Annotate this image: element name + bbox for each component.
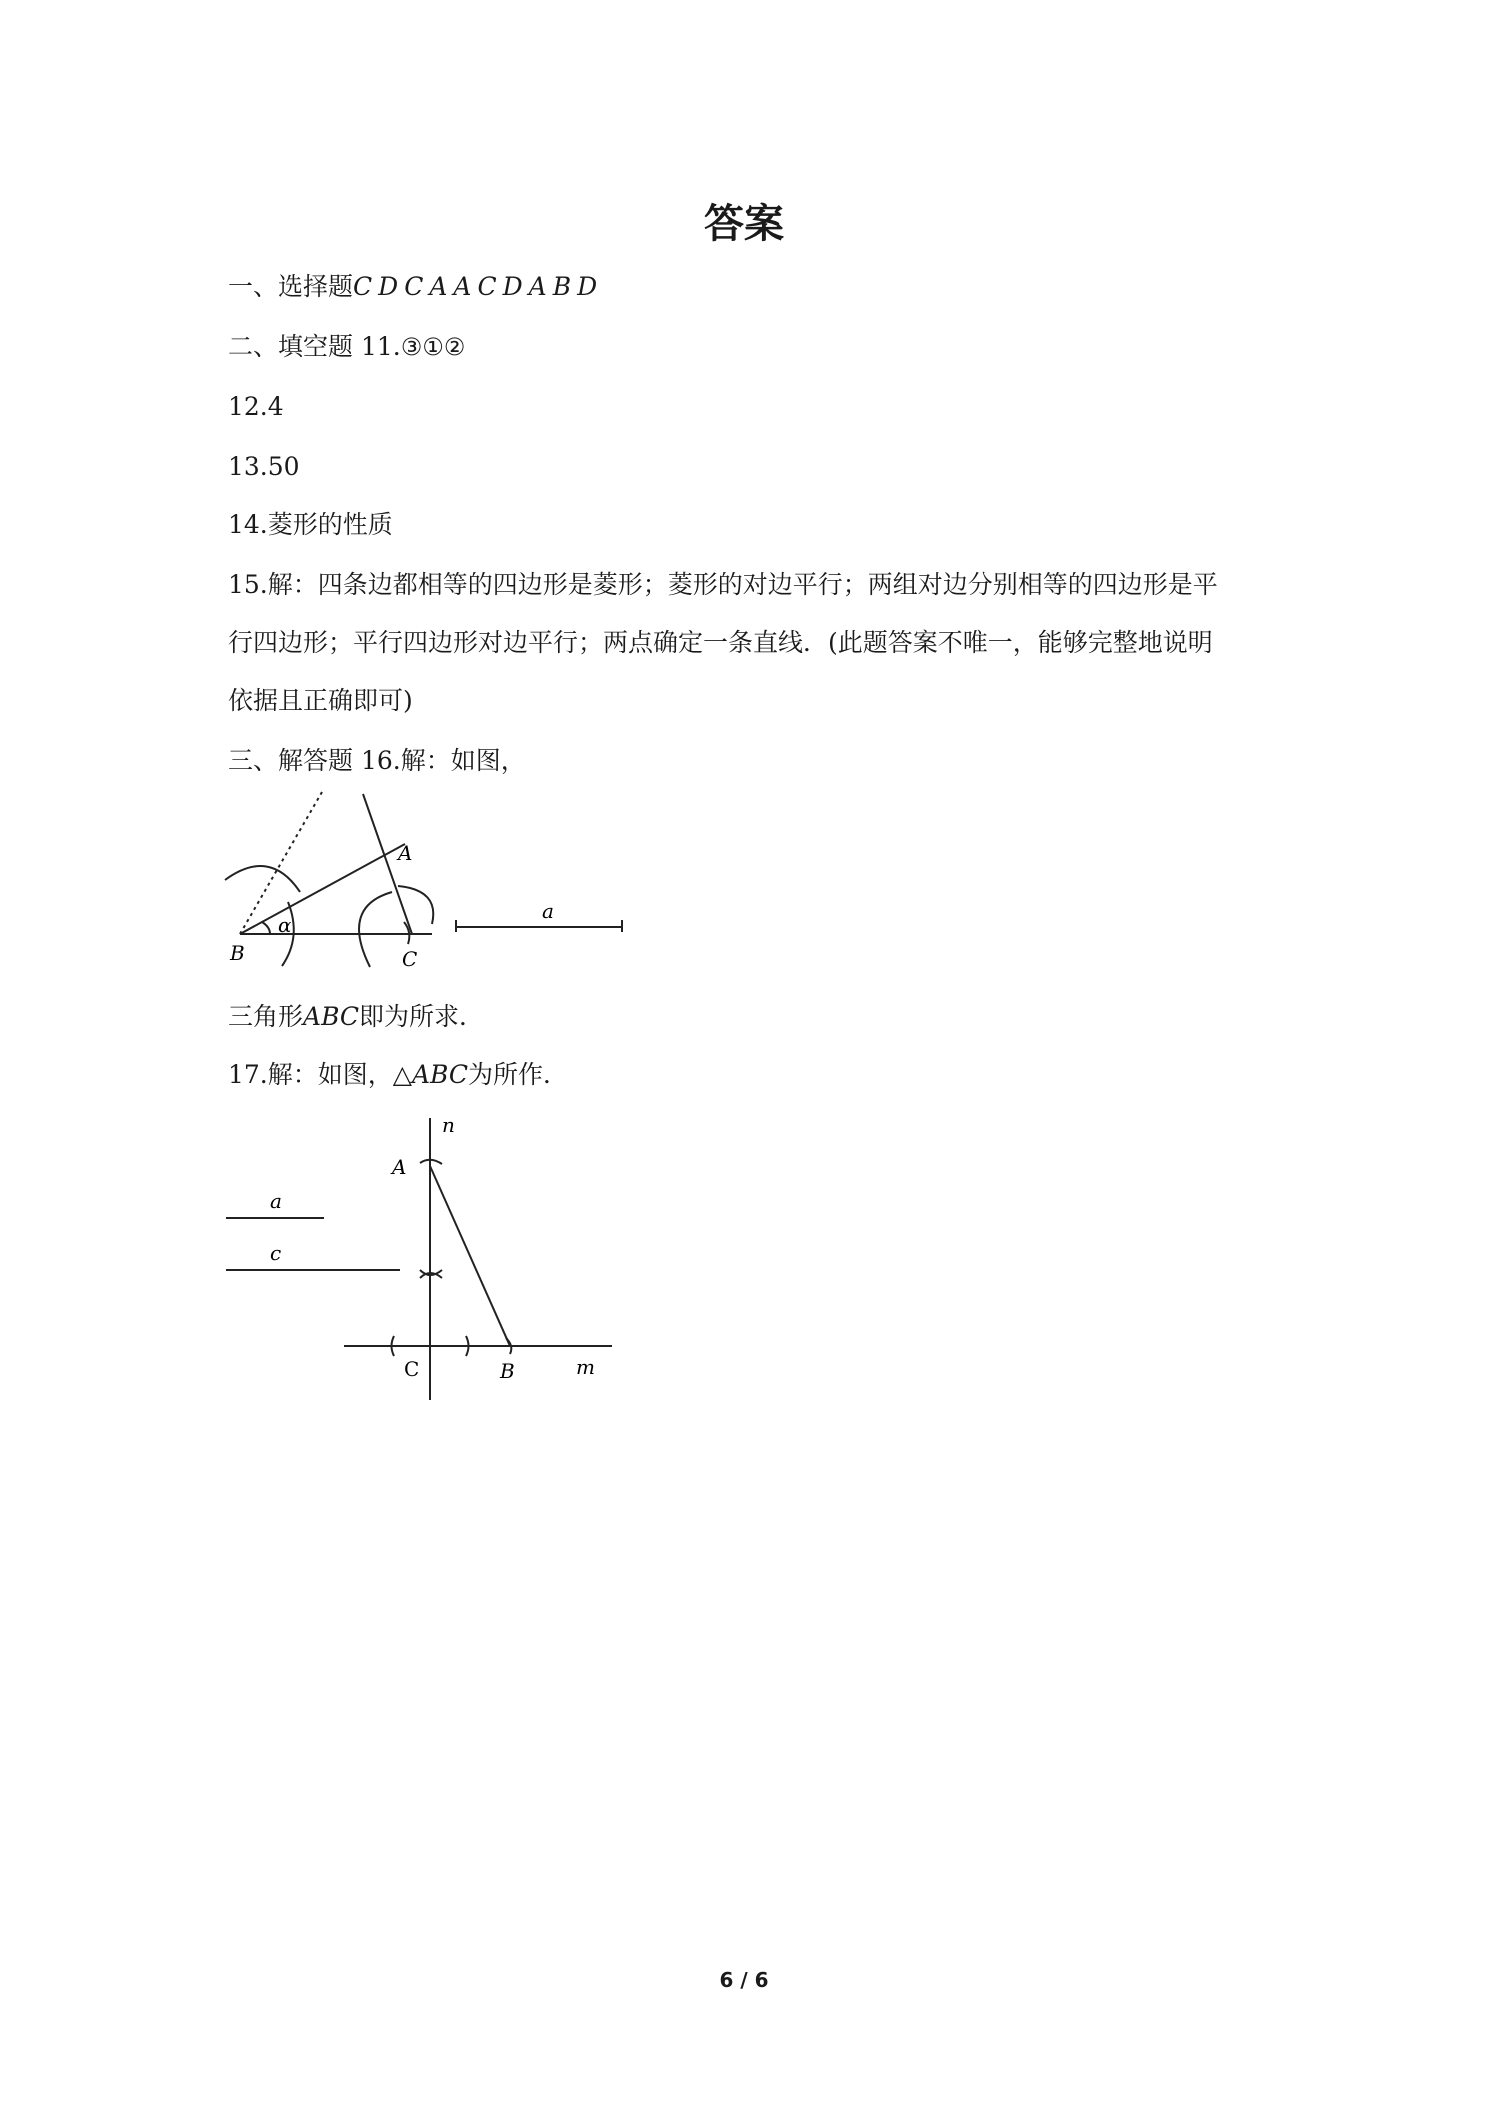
label-segment-a: a	[270, 1189, 282, 1213]
segment-ab	[430, 1166, 510, 1346]
question-number: 11.	[360, 332, 401, 361]
choice-answer: D	[577, 272, 598, 301]
label-alpha: α	[278, 913, 292, 937]
fill-in-q14: 14.菱形的性质	[228, 510, 393, 539]
fill-in-q12: 12.4	[228, 392, 284, 421]
solution-q16-conclusion	[228, 1000, 484, 1034]
answer-q15-line: 依据且正确即可)	[228, 686, 413, 715]
label-line-m: m	[576, 1355, 595, 1379]
question-text: 17.解：如图，△	[228, 1060, 412, 1089]
arc-b-outer	[225, 866, 300, 892]
figure-q16-construction	[220, 782, 640, 982]
choice-answer: A	[528, 272, 547, 301]
choice-answer: A	[429, 272, 448, 301]
fill-in-q13: 13.50	[228, 452, 300, 481]
label-c-vertex: C	[404, 1357, 420, 1381]
answer-q15-line: 行四边形；平行四边形对边平行；两点确定一条直线．(此题答案不唯一，能够完整地说明	[228, 628, 1213, 657]
label-b-vertex: B	[500, 1359, 515, 1383]
solution-q16-intro	[228, 744, 526, 778]
arc-c-left	[359, 892, 392, 967]
segment-ba	[240, 844, 405, 934]
section-heading: 一、选择题	[228, 272, 354, 301]
label-c-vertex: C	[402, 947, 418, 971]
page-title: 答案	[704, 201, 784, 247]
arc-c-right	[398, 886, 433, 924]
choice-answer: D	[502, 272, 523, 301]
choice-answer: B	[552, 272, 572, 301]
conclusion-text: 三角形	[228, 1002, 304, 1031]
fill-in-q11	[228, 330, 465, 364]
page-number: 6 / 6	[719, 1968, 769, 1992]
choice-answer: D	[378, 272, 399, 301]
choice-answer: C	[477, 272, 497, 301]
multiple-choice-answers	[228, 270, 603, 304]
label-line-n: n	[442, 1113, 455, 1137]
answer-value: ③①②	[400, 333, 466, 361]
triangle-name: ABC	[412, 1060, 469, 1089]
question-text: 16.解：如图，	[360, 746, 526, 775]
conclusion-text: 即为所求．	[359, 1002, 485, 1031]
choice-answer: C	[404, 272, 424, 301]
label-segment-a: a	[542, 899, 554, 923]
label-a-vertex: A	[392, 1155, 407, 1179]
answer-q15-line: 15.解：四条边都相等的四边形是菱形；菱形的对边平行；两组对边分别相等的四边形是平	[228, 570, 1218, 599]
arc-alpha	[262, 922, 270, 934]
section-heading: 二、填空题	[228, 332, 354, 361]
figure-q17-construction	[220, 1108, 640, 1408]
question-text: 为所作．	[468, 1060, 569, 1089]
triangle-name: ABC	[303, 1002, 360, 1031]
label-a-vertex: A	[398, 841, 413, 865]
section-heading: 三、解答题	[228, 746, 354, 775]
label-b-vertex: B	[230, 941, 245, 965]
label-segment-c: c	[270, 1241, 282, 1265]
solution-q17-intro	[228, 1058, 568, 1092]
choice-answer: C	[353, 272, 373, 301]
choice-answer: A	[453, 272, 472, 301]
